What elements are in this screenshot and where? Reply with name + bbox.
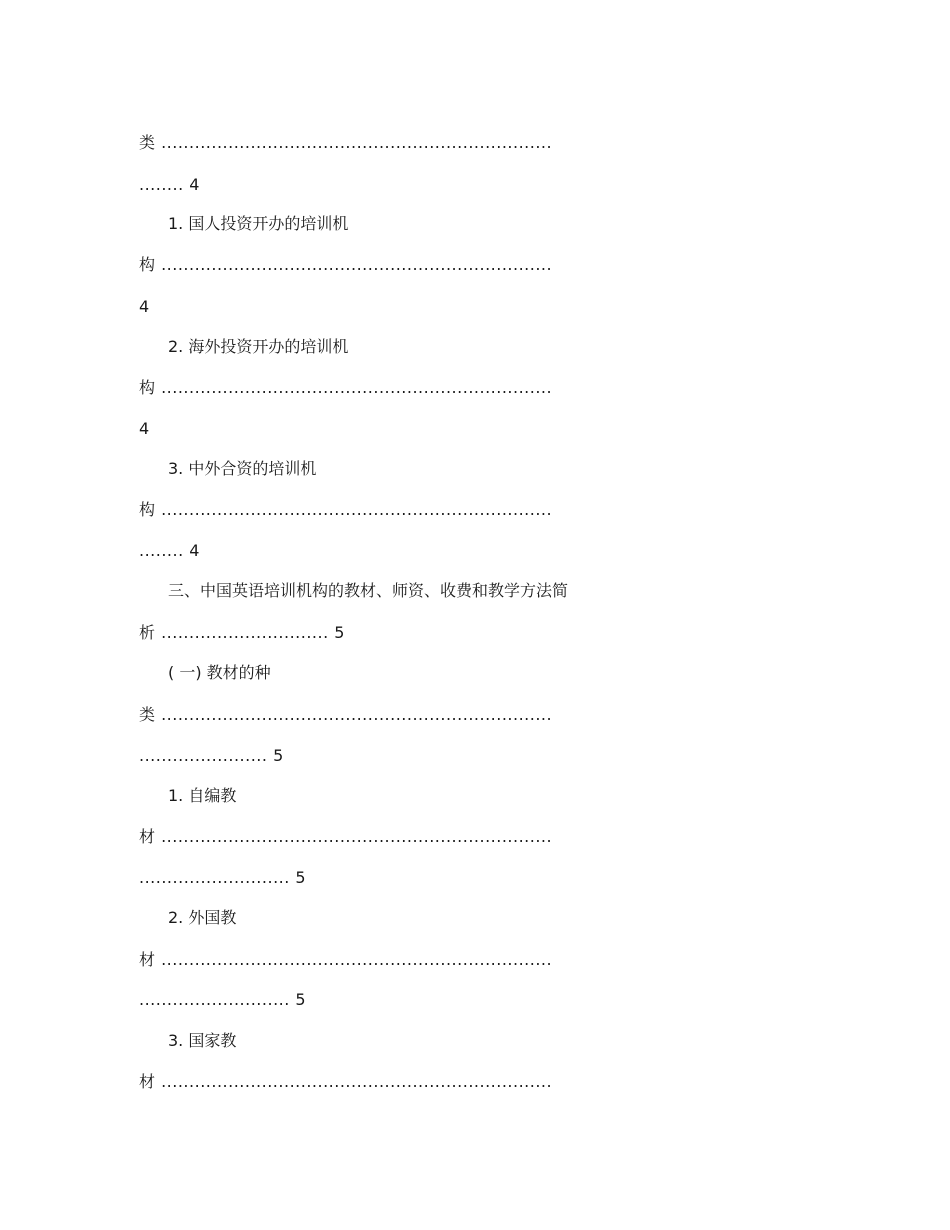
toc-line: 材 ...................................................................... [139,827,553,846]
toc-line: 析 .............................. 5 [139,623,345,642]
toc-line: 类 ...................................................................... [139,705,553,724]
toc-line: 材 ...................................................................... [139,950,553,969]
toc-entry-title: 3. 国家教 [168,1031,237,1050]
toc-line: 构 ...................................................................... [139,378,553,397]
toc-entry-title: 3. 中外合资的培训机 [168,459,317,478]
toc-line: ........ 4 [139,541,200,560]
toc-page-number: 4 [139,297,150,316]
toc-entry-title: 2. 外国教 [168,908,237,927]
toc-line: ....................... 5 [139,746,284,765]
toc-line: 类 ...................................................................... [139,133,553,152]
toc-line: ........................... 5 [139,990,307,1009]
toc-page-number: 4 [139,419,150,438]
toc-line: ........................... 5 [139,868,307,887]
toc-entry-title: 2. 海外投资开办的培训机 [168,337,349,356]
toc-subsection-title: ( 一) 教材的种 [168,663,271,682]
toc-line: ........ 4 [139,175,200,194]
toc-section-heading: 三、中国英语培训机构的教材、师资、收费和教学方法简 [168,581,569,600]
toc-line: 构 ...................................................................... [139,500,553,519]
toc-entry-title: 1. 自编教 [168,786,237,805]
toc-entry-title: 1. 国人投资开办的培训机 [168,214,349,233]
toc-line: 材 ...................................................................... [139,1072,553,1091]
toc-line: 构 ...................................................................... [139,255,553,274]
